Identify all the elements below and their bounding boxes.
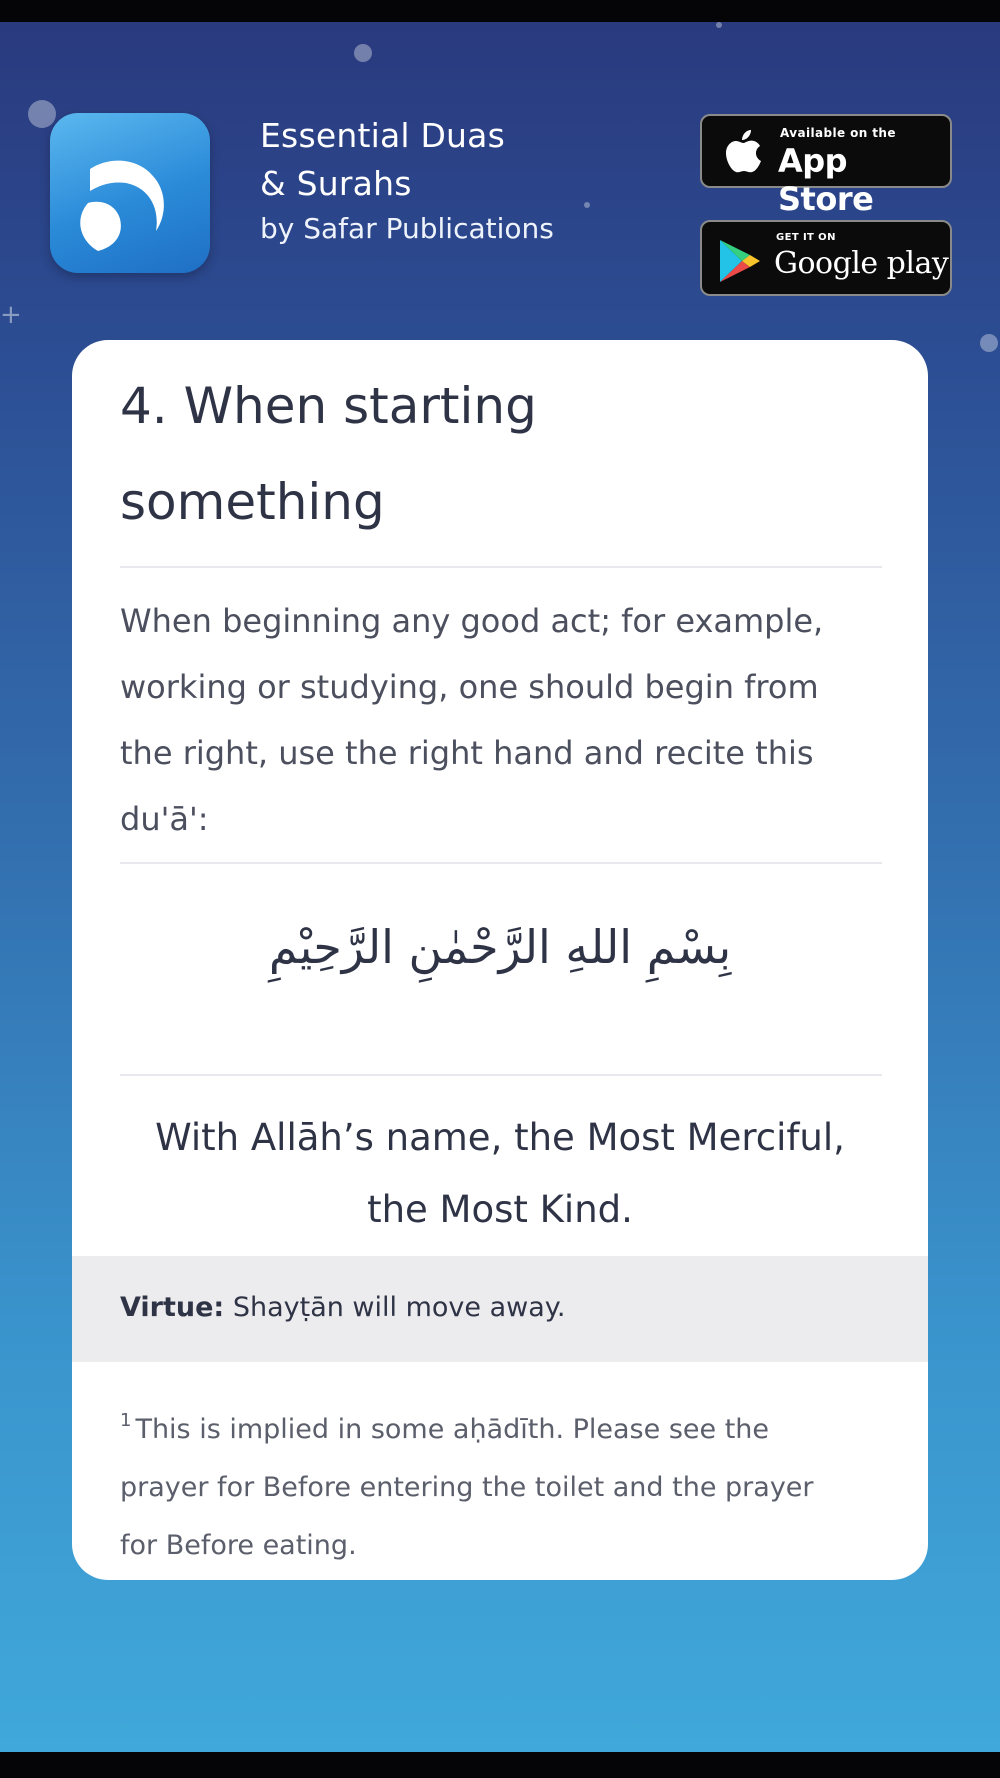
google-play-icon [716, 238, 764, 284]
app-info [260, 112, 554, 250]
dua-title-line1: 4. When starting [120, 377, 537, 435]
footnote-marker: 1 [120, 1410, 132, 1431]
app-name-line1: Essential Duas [260, 116, 505, 155]
description-line: When beginning any good act; for example, [120, 602, 824, 640]
google-play-big-text: Google play [774, 246, 949, 281]
dua-title-line2: something [120, 473, 385, 531]
footnote-line: for Before eating. [120, 1530, 357, 1561]
star-dot [584, 202, 590, 208]
app-publisher: by Safar Publications [260, 212, 554, 245]
google-play-small-text: GET IT ON [776, 232, 836, 243]
app-store-small-text: Available on the [780, 126, 896, 140]
footnote-line [120, 1392, 900, 1459]
google-play-badge[interactable] [700, 220, 952, 296]
virtue-value: Shayṭān will move away. [232, 1292, 566, 1323]
apple-icon [724, 128, 764, 174]
sparkle-icon: + [0, 300, 22, 330]
footnote [120, 1392, 900, 1575]
star-dot [980, 334, 998, 352]
virtue-box [72, 1256, 928, 1362]
arabic-dua-text: بِسْمِ اللهِ الرَّحْمٰنِ الرَّحِيْمِ [268, 920, 732, 974]
app-logo-icon [50, 113, 210, 273]
dua-title [120, 358, 880, 550]
app-store-badge[interactable] [700, 114, 952, 218]
virtue-text [120, 1292, 565, 1323]
star-dot [716, 22, 722, 28]
description-line: the right, use the right hand and recite this [120, 734, 814, 772]
footnote-line-text: This is implied in some aḥādīth. Please see the [135, 1414, 770, 1445]
dua-translation [112, 1102, 888, 1246]
app-store-big-text: App Store [778, 142, 874, 218]
dua-description [120, 588, 900, 852]
top-bezel [0, 0, 1000, 22]
star-dot [354, 44, 372, 62]
description-line: working or studying, one should begin from [120, 668, 819, 706]
description-line: du'ā': [120, 800, 209, 838]
dua-card [72, 340, 928, 1580]
divider [120, 566, 882, 568]
virtue-label: Virtue: [120, 1292, 225, 1323]
bottom-bezel [0, 1752, 1000, 1778]
translation-line: the Most Kind. [367, 1188, 633, 1231]
translation-line: With Allāh’s name, the Most Merciful, [155, 1116, 845, 1159]
divider [120, 1074, 882, 1076]
footnote-line: prayer for Before entering the toilet and the prayer [120, 1472, 814, 1503]
app-name-line2: & Surahs [260, 164, 412, 203]
divider [120, 862, 882, 864]
